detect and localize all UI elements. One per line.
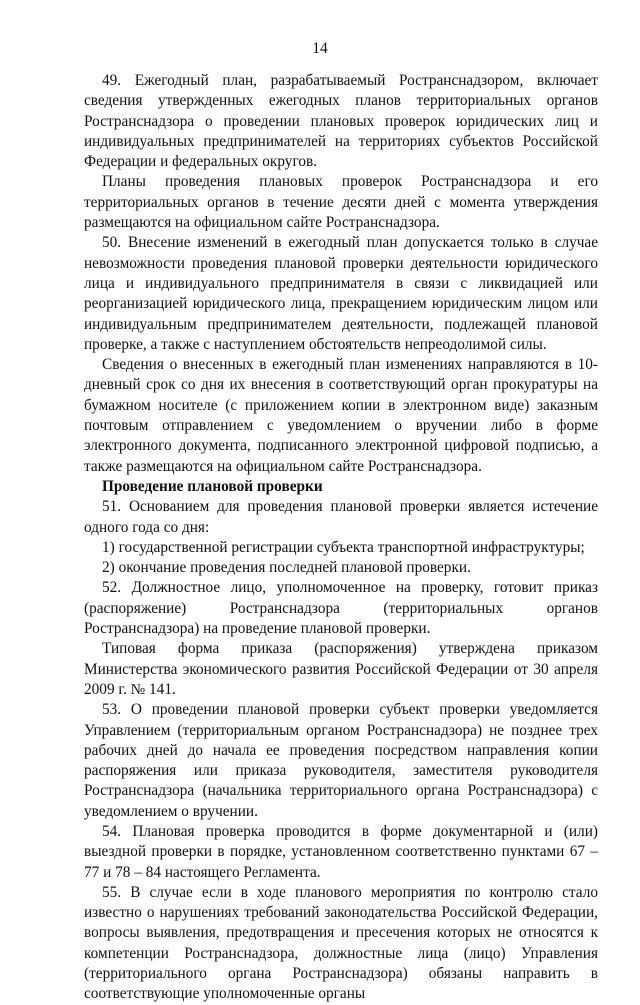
- paragraph-52: 52. Должностное лицо, уполномоченное на проверку, готовит приказ (распоряжение) Ространснадзора (территориальных органов Ространснадзора) на проведение плановой проверки.: [84, 579, 598, 638]
- paragraph-53: 53. О проведении плановой проверки субъект проверки уведомляется Управлением (территориальным органом Ространснадзора) не позднее трех рабочих дней до начала ее проведения посредством направления копии распоряжения или приказа руководителя, заместителя руководителя Ространснадзора (начальника территориального органа Ространснадзора) с уведомлением о вручении.: [84, 701, 598, 820]
- paragraph-54: 54. Плановая проверка проводится в форме документарной и (или) выездной проверки в порядке, установленном соответственно пунктами 67 – 77 и 78 – 84 настоящего Регламента.: [84, 822, 598, 881]
- list-item-51-2: 2) окончание проведения последней плановой проверки.: [102, 559, 471, 577]
- section-heading: Проведение плановой проверки: [102, 477, 323, 495]
- paragraph-changes-notification: Сведения о внесенных в ежегодный план изменениях направляются в 10-дневный срок со дня их внесения в соответствующий орган прокуратуры на бумажном носителе (с приложением копии в электронном виде) заказным почтовым отправлением с уведомлением о вручении либо в форме электронного документа, подписанного электронной цифровой подписью, а также размещаются на официальном сайте Ространснадзора.: [84, 356, 598, 475]
- paragraph-standard-form: Типовая форма приказа (распоряжения) утверждена приказом Министерства экономического развития Российской Федерации от 30 апреля 2009 г. № 141.: [84, 640, 598, 698]
- paragraph-55: 55. В случае если в ходе планового мероприятия по контролю стало известно о нарушениях требований законодательства Российской Федерации, вопросы выявления, предотвращения и пресечения которых не относятся к компетенции Ространснадзора, должностные лица (лицо) Управления (территориального органа Ространснадзора) обязаны направить в соответствующие уполномоченные органы: [84, 883, 598, 1003]
- paragraph-50: 50. Внесение изменений в ежегодный план допускается только в случае невозможности проведения плановой проверки деятельности юридического лица и индивидуального предпринимателя в связи с ликвидацией или реорганизацией юридического лица, прекращением юридическим лицом или индивидуальным предпринимателем деятельности, подлежащей плановой проверке, а также с наступлением обстоятельств непреодолимой силы.: [84, 234, 598, 353]
- document-body: [84, 71, 598, 1005]
- list-item-51-1: 1) государственной регистрации субъекта транспортной инфраструктуры;: [102, 538, 585, 556]
- paragraph-plans-publication: Планы проведения плановых проверок Ространснадзора и его территориальных органов в течение десяти дней с момента утверждения размещаются на официальном сайте Ространснадзора.: [84, 173, 598, 232]
- page-number: 14: [312, 40, 328, 57]
- paragraph-49: 49. Ежегодный план, разрабатываемый Ространснадзором, включает сведения утвержденных ежегодных планов территориальных органов Ространснадзора о проведении плановых проверок юридических лиц и индивидуальных предпринимателей на территориях субъектов Российской Федерации и федеральных округов.: [84, 72, 598, 171]
- paragraph-51: 51. Основанием для проведения плановой проверки является истечение одного года со дня:: [84, 498, 598, 536]
